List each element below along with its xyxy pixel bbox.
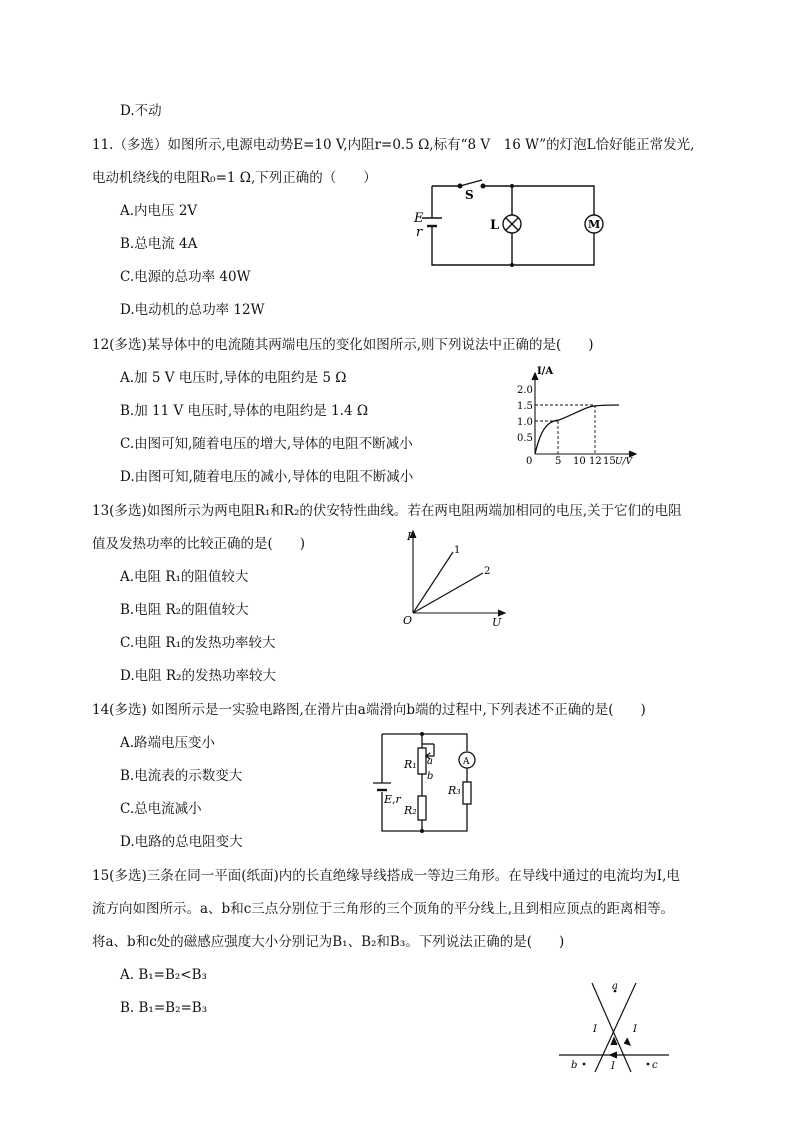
q13-option-c: C.电阻 R₁的发热功率较大 bbox=[120, 635, 276, 651]
q12-graph-ytick: 0.5 bbox=[517, 433, 533, 444]
q12-graph-ytick: 1.0 bbox=[517, 417, 533, 428]
q10-option-d: D.不动 bbox=[120, 103, 162, 119]
q15-stem-line1: 15(多选)三条在同一平面(纸面)内的长直绝缘导线搭成一等边三角形。在导线中通过的电流均为I,电 bbox=[92, 868, 680, 884]
q15-fig-a-label: a bbox=[612, 981, 618, 992]
q13-option-b: B.电阻 R₂的阻值较大 bbox=[120, 602, 249, 618]
q14-fig-r3-label: R₃ bbox=[448, 784, 461, 797]
q11-fig-emf-label: E bbox=[414, 211, 424, 226]
q13-option-a: A.电阻 R₁的阻值较大 bbox=[120, 569, 249, 585]
q12-graph-xtick: 12 bbox=[589, 456, 602, 467]
q12-graph-xlabel: U/V bbox=[615, 457, 633, 467]
q11-option-b: B.总电流 4A bbox=[120, 236, 198, 252]
q15-fig-current-right: I bbox=[633, 1024, 637, 1035]
q11-fig-r-label: r bbox=[416, 225, 423, 240]
q14-option-a: A.路端电压变小 bbox=[120, 735, 216, 751]
q11-option-d: D.电动机的总功率 12W bbox=[120, 302, 265, 318]
q11-option-a: A.内电压 2V bbox=[120, 203, 198, 219]
q14-option-d: D.电路的总电阻变大 bbox=[120, 834, 243, 850]
q12-graph-xtick: 15 bbox=[603, 456, 616, 467]
q11-fig-lamp-label: L bbox=[490, 218, 500, 233]
q14-fig-ammeter-label: A bbox=[463, 757, 470, 767]
q11-stem-line1: 11.（多选）如图所示,电源电动势E=10 V,内阻r=0.5 Ω,标有“8 V 16 W”的灯泡L恰好能正常发光, bbox=[92, 137, 695, 153]
q11-fig-motor-label: M bbox=[588, 218, 601, 231]
q15-fig-c-label: c bbox=[652, 1060, 658, 1071]
q12-option-c: C.由图可知,随着电压的增大,导体的电阻不断减小 bbox=[120, 436, 413, 452]
q12-graph-xtick: 5 bbox=[555, 456, 562, 467]
q12-graph-ylabel: I/A bbox=[537, 366, 554, 377]
q12-stem: 12(多选)某导体中的电流随其两端电压的变化如图所示,则下列说法中正确的是( ) bbox=[92, 337, 594, 353]
q14-fig-emf-label: E,r bbox=[384, 793, 401, 806]
q14-fig-r2-label: R₂ bbox=[404, 804, 417, 817]
q13-graph-u-label: U bbox=[492, 616, 502, 629]
q13-iu-graph bbox=[398, 528, 508, 628]
q13-graph-line2-label: 2 bbox=[484, 566, 491, 577]
q14-fig-r1-label: R₁ bbox=[404, 758, 417, 771]
q11-circuit-diagram bbox=[410, 178, 610, 270]
q12-iu-graph bbox=[515, 368, 645, 468]
q12-graph-xtick: 10 bbox=[573, 456, 586, 467]
q13-option-d: D.电阻 R₂的发热功率较大 bbox=[120, 668, 277, 684]
q15-option-b: B. B₁=B₂=B₃ bbox=[120, 1000, 208, 1016]
q14-circuit-diagram bbox=[370, 728, 480, 836]
q13-graph-line1-label: 1 bbox=[454, 545, 461, 556]
q14-stem: 14(多选) 如图所示是一实验电路图,在滑片由a端滑向b端的过程中,下列表述不正确的是( ) bbox=[92, 702, 646, 718]
q15-fig-current-left: I bbox=[593, 1024, 597, 1035]
q15-option-a: A. B₁=B₂<B₃ bbox=[120, 967, 207, 983]
q14-fig-b-label: b bbox=[427, 771, 434, 782]
q12-option-a: A.加 5 V 电压时,导体的电阻约是 5 Ω bbox=[120, 370, 347, 386]
q12-graph-ytick: 1.5 bbox=[517, 401, 533, 412]
q14-option-c: C.总电流减小 bbox=[120, 801, 202, 817]
q15-stem-line2: 流方向如图所示。a、b和c三点分别位于三角形的三个顶角的平分线上,且到相应顶点的距离相等。 bbox=[92, 901, 675, 917]
q15-fig-current-bottom: I bbox=[611, 1061, 615, 1072]
q11-stem-line2: 电动机绕线的电阻R₀=1 Ω,下列正确的（ ） bbox=[92, 170, 377, 186]
q11-fig-switch-label: S bbox=[465, 188, 474, 202]
q15-triangle-diagram bbox=[555, 980, 675, 1080]
q12-option-b: B.加 11 V 电压时,导体的电阻约是 1.4 Ω bbox=[120, 403, 369, 419]
q13-stem-line1: 13(多选)如图所示为两电阻R₁和R₂的伏安特性曲线。若在两电阻两端加相同的电压,关于它们的电阻 bbox=[92, 503, 682, 519]
q12-graph-origin: 0 bbox=[526, 456, 533, 467]
q15-fig-b-label: b bbox=[571, 1060, 578, 1071]
q13-graph-i-label: I bbox=[407, 530, 412, 543]
q13-graph-origin: O bbox=[403, 614, 413, 627]
q14-fig-a-label: a bbox=[427, 756, 433, 767]
q13-stem-line2: 值及发热功率的比较正确的是( ) bbox=[92, 536, 306, 552]
q12-option-d: D.由图可知,随着电压的减小,导体的电阻不断减小 bbox=[120, 469, 414, 485]
q11-option-c: C.电源的总功率 40W bbox=[120, 269, 251, 285]
q15-stem-line3: 将a、b和c处的磁感应强度大小分别记为B₁、B₂和B₃。下列说法正确的是( ) bbox=[92, 934, 565, 950]
q14-option-b: B.电流表的示数变大 bbox=[120, 768, 243, 784]
q12-graph-ytick: 2.0 bbox=[517, 385, 533, 396]
